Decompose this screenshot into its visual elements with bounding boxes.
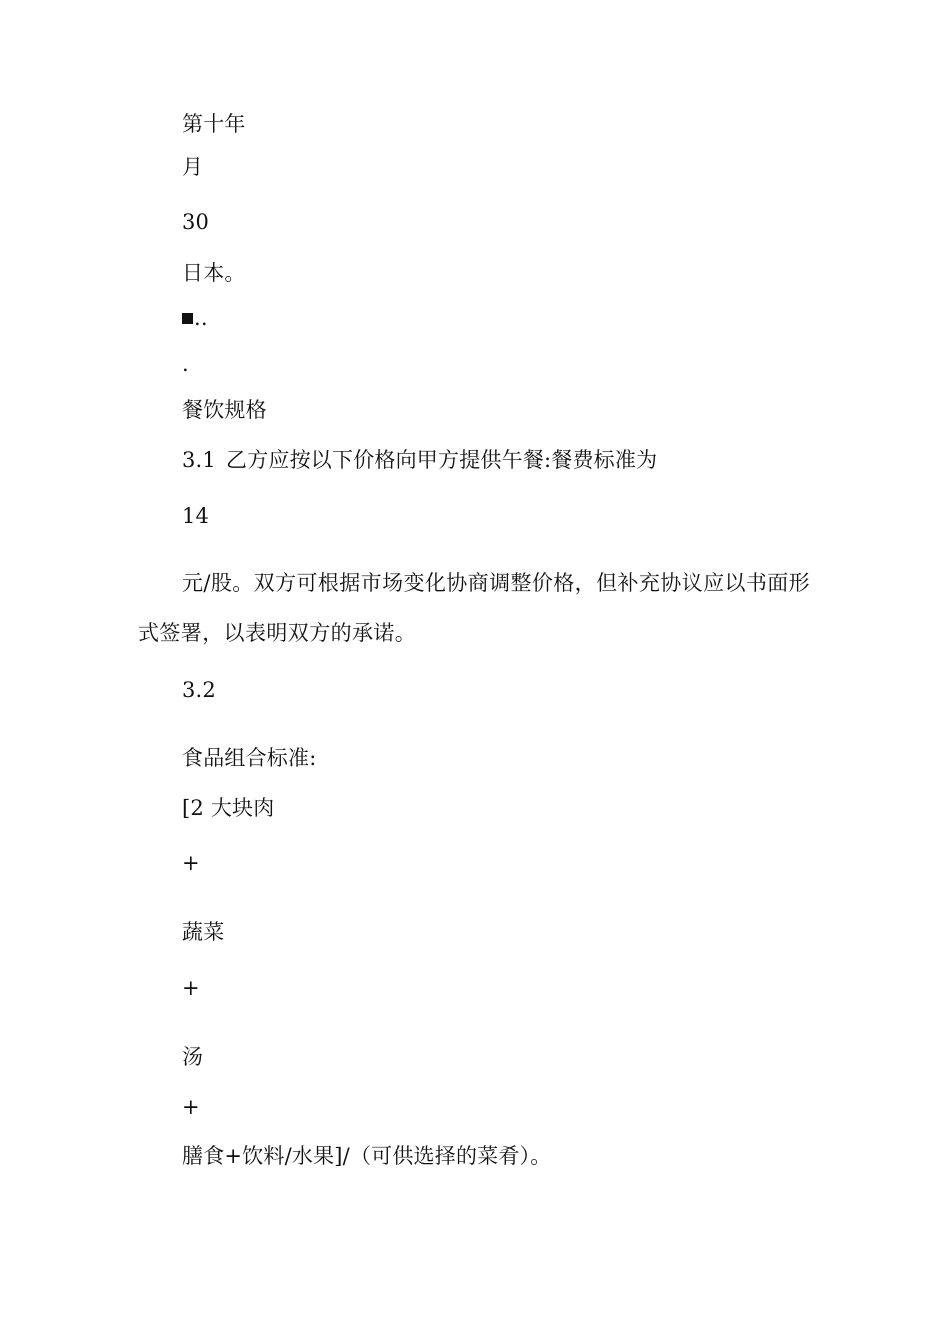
- clause-3-1: [182, 446, 657, 474]
- food-item-soup: 汤: [182, 1045, 204, 1069]
- section-heading-catering: 餐饮规格: [182, 398, 267, 422]
- text-line-day-number: 30: [182, 210, 210, 234]
- square-bullet-icon: [182, 313, 193, 324]
- food-item-meal-drink-fruit: 膳食+饮料/水果]/（可供选择的菜肴）。: [182, 1144, 552, 1168]
- clause-text: 乙方应按以下价格向甲方提供午餐:餐费标准为: [226, 448, 658, 472]
- text-line-day: 日本。: [182, 261, 246, 285]
- bullet-dots: ..: [194, 306, 208, 330]
- text-line-month: 月: [182, 155, 204, 179]
- plus-sign-1: +: [182, 851, 200, 875]
- clause-number: 3.1: [182, 448, 216, 472]
- food-item-meat: [2 大块肉: [182, 796, 275, 820]
- plus-sign-2: +: [182, 976, 200, 1000]
- text-line-dot: .: [182, 352, 189, 376]
- plus-sign-3: +: [182, 1095, 200, 1119]
- text-line-bullet: [182, 304, 208, 332]
- food-item-vegetables: 蔬菜: [182, 920, 225, 944]
- text-line-price: 14: [182, 504, 210, 528]
- food-combination-heading: 食品组合标准:: [182, 746, 317, 770]
- paragraph-price-adjustment: 元/股。双方可根据市场变化协商调整价格，但补充协议应以书面形式签署，以表明双方的承诺。: [138, 571, 811, 645]
- text-line-year: 第十年: [182, 112, 246, 136]
- clause-3-2-number: 3.2: [182, 678, 216, 702]
